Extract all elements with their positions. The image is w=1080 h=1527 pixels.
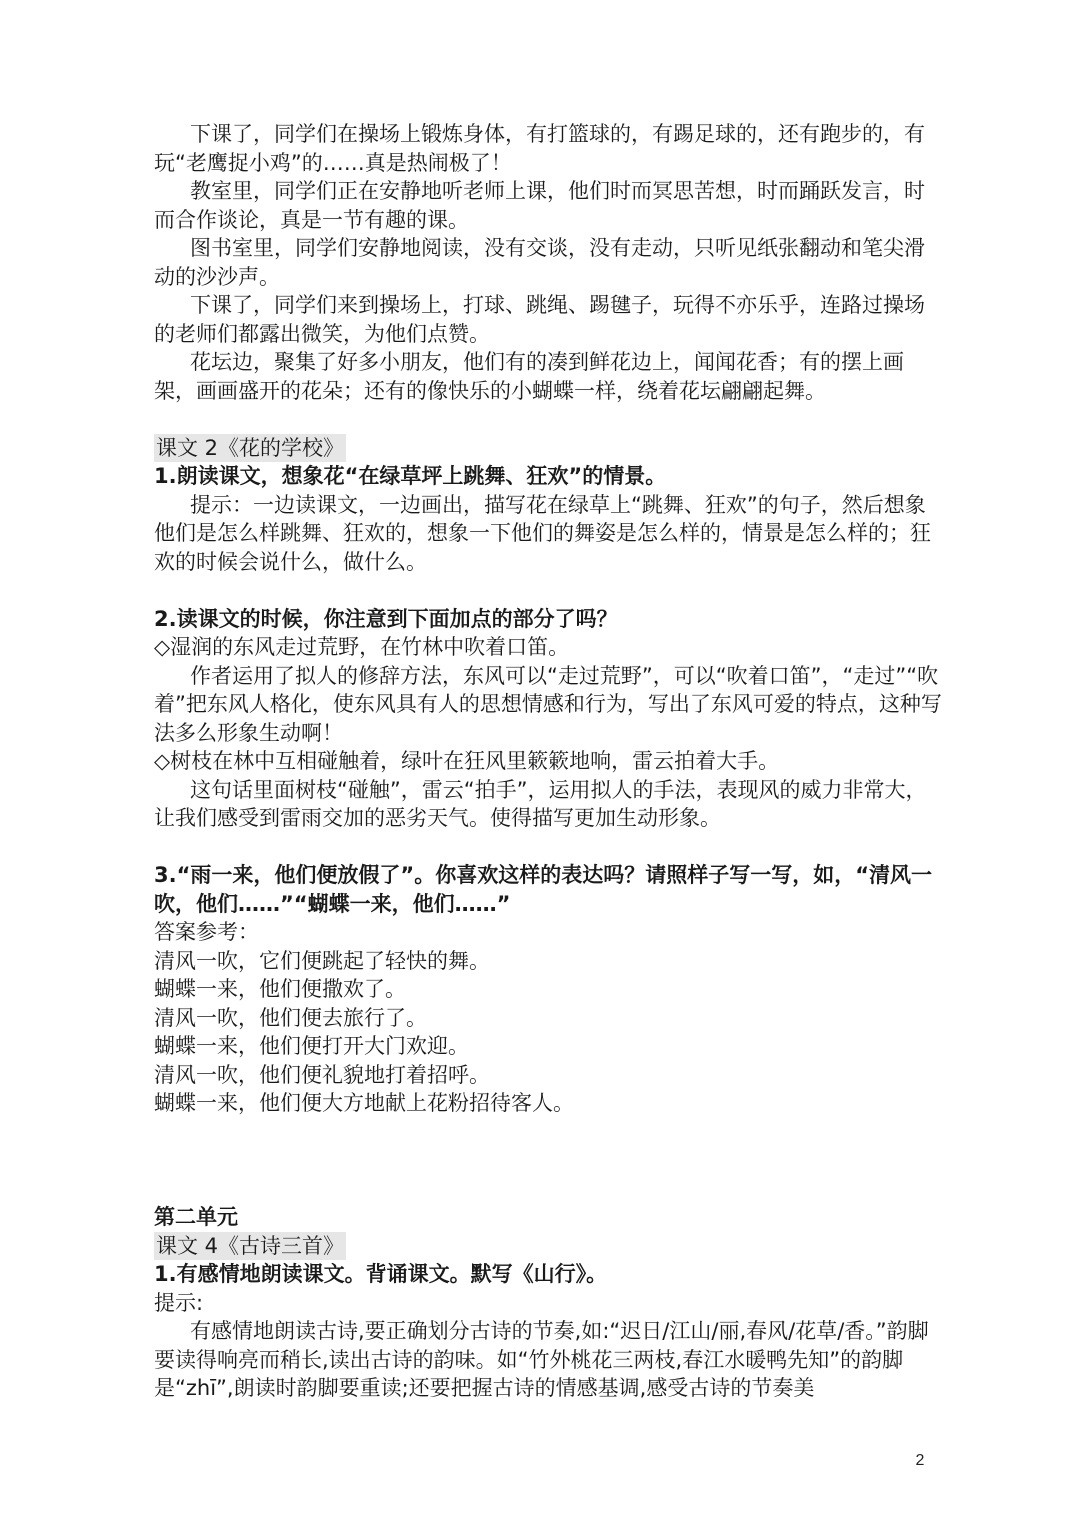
spacer xyxy=(154,833,944,862)
spacer xyxy=(154,576,944,605)
answer-line: 清风一吹，它们便跳起了轻快的舞。 xyxy=(154,948,490,973)
lesson-2-question-3: 3.“雨一来，他们便放假了”。你喜欢这样的表达吗？请照样子写一写，如，“清风一吹，他们……”“蝴蝶一来，他们……” xyxy=(154,863,932,916)
page-content xyxy=(154,120,944,1403)
unit-2-heading: 第二单元 xyxy=(154,1205,238,1229)
spacer xyxy=(154,1175,944,1204)
answer-line: 蝴蝶一来，他们便撒欢了。 xyxy=(154,977,406,1001)
lesson-4-hint: 有感情地朗读古诗,要正确划分古诗的节奏,如:“迟日/江山/丽,春风/花草/香。”韵脚要读得响亮而稍长,读出古诗的韵味。如“竹外桃花三两枝,春江水暖鸭先知”的韵脚是“zhī”,朗读时韵脚要重读;还要把握古诗的情感基调,感受古诗的节奏美 xyxy=(154,1319,929,1400)
lesson-2-question-2-item-2-note: 这句话里面树枝“碰触”，雷云“拍手”，运用拟人的手法，表现风的威力非常大，让我们感受到雷雨交加的恶劣天气。使得描写更加生动形象。 xyxy=(154,777,927,830)
answer-label: 答案参考： xyxy=(154,920,259,944)
paragraph-library: 图书室里，同学们安静地阅读，没有交谈，没有走动，只听见纸张翻动和笔尖滑动的沙沙声。 xyxy=(154,236,925,289)
answer-line: 蝴蝶一来，他们便打开大门欢迎。 xyxy=(154,1034,469,1058)
answer-line: 清风一吹，他们便去旅行了。 xyxy=(154,1005,427,1030)
hint-label: 提示: xyxy=(154,1290,204,1315)
spacer xyxy=(154,1118,944,1147)
lesson-2-question-1: 1.朗读课文，想象花“在绿草坪上跳舞、狂欢”的情景。 xyxy=(154,464,667,488)
answer-line: 清风一吹，他们便礼貌地打着招呼。 xyxy=(154,1062,490,1087)
lesson-2-question-2-item-1: ◇湿润的东风走过荒野，在竹林中吹着口笛。 xyxy=(154,635,570,659)
answer-line: 蝴蝶一来，他们便大方地献上花粉招待客人。 xyxy=(154,1091,574,1115)
paragraph-playground: 下课了，同学们在操场上锻炼身体，有打篮球的，有踢足球的，还有跑步的，有玩“老鹰捉小鸡”的……真是热闹极了！ xyxy=(154,122,925,175)
lesson-4-heading xyxy=(154,1232,944,1261)
lesson-2-question-1-hint: 提示：一边读课文，一边画出，描写花在绿草上“跳舞、狂欢”的句子，然后想象他们是怎么样跳舞、狂欢的，想象一下他们的舞姿是怎么样的，情景是怎么样的；狂欢的时候会说什么，做什么。 xyxy=(154,492,931,574)
lesson-2-heading xyxy=(154,434,944,463)
paragraph-classroom: 教室里，同学们正在安静地听老师上课，他们时而冥思苦想，时而踊跃发言，时而合作谈论，真是一节有趣的课。 xyxy=(154,179,925,232)
spacer xyxy=(154,1146,944,1175)
lesson-2-question-2: 2.读课文的时候，你注意到下面加点的部分了吗？ xyxy=(154,606,618,631)
lesson-4-title: 课文 4《古诗三首》 xyxy=(156,1233,345,1258)
lesson-2-title: 课文 2《花的学校》 xyxy=(156,435,345,460)
lesson-2-question-2-item-1-note: 作者运用了拟人的修辞方法，东风可以“走过荒野”，可以“吹着口笛”，“走过”“吹着”把东风人格化，使东风具有人的思想情感和行为，写出了东风可爱的特点，这种写法多么形象生动啊！ xyxy=(154,663,942,745)
spacer xyxy=(154,405,944,434)
paragraph-flowerbed: 花坛边，聚集了好多小朋友，他们有的凑到鲜花边上，闻闻花香；有的摆上画架，画画盛开的花朵；还有的像快乐的小蝴蝶一样，绕着花坛翩翩起舞。 xyxy=(154,350,904,403)
paragraph-recess: 下课了，同学们来到操场上，打球、跳绳、踢毽子，玩得不亦乐乎，连路过操场的老师们都露出微笑，为他们点赞。 xyxy=(154,293,925,346)
lesson-2-question-2-item-2: ◇树枝在林中互相碰触着，绿叶在狂风里簌簌地响，雷云拍着大手。 xyxy=(154,749,780,773)
lesson-4-question-1: 1.有感情地朗读课文。背诵课文。默写《山行》。 xyxy=(154,1262,608,1286)
page-number: 2 xyxy=(915,1452,925,1469)
